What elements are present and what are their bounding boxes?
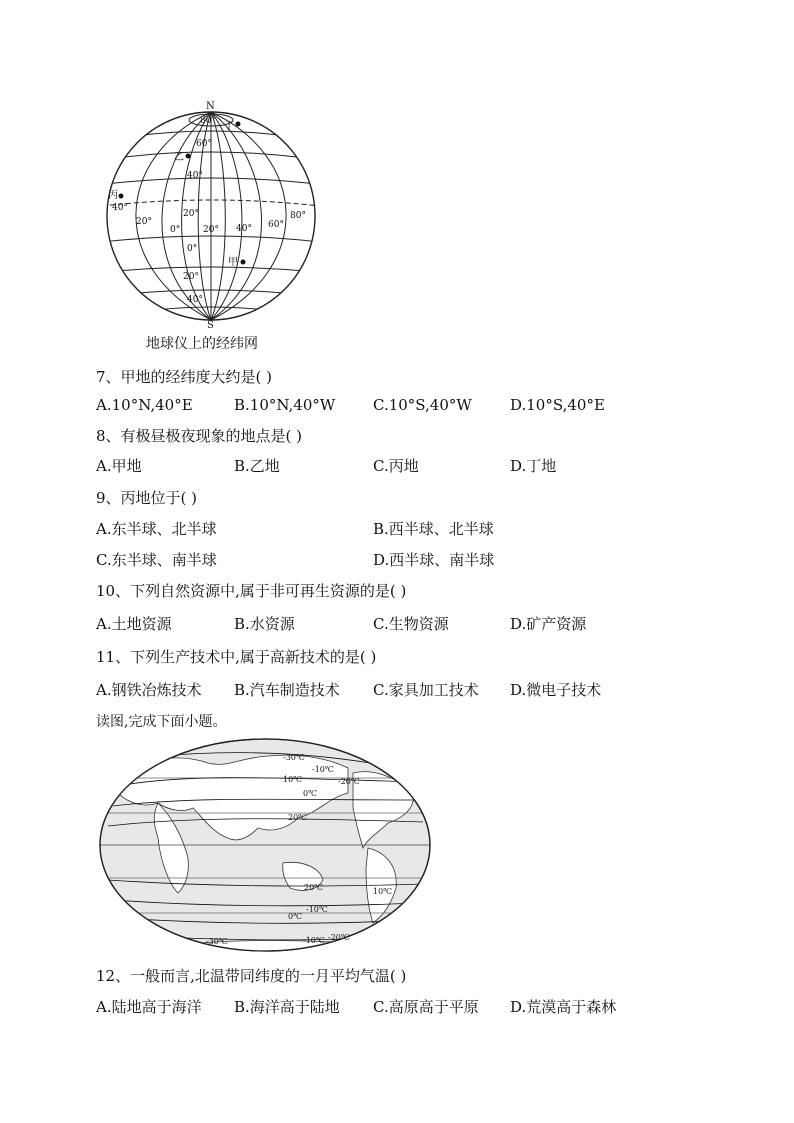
isotherm-label: 20℃	[304, 883, 324, 892]
lon-label: 40°	[236, 224, 252, 234]
lat-label: 80°	[200, 116, 216, 126]
isotherm-label: -10℃	[312, 765, 334, 774]
q7-option-b[interactable]: B.10°N,40°W	[234, 396, 336, 414]
pole-n-label: N	[206, 101, 215, 112]
q7-option-a[interactable]: A.10°N,40°E	[96, 396, 193, 414]
isotherm-label: -20℃	[338, 777, 360, 786]
isotherm-label: 0℃	[288, 912, 303, 921]
lat-label: 40°	[187, 171, 203, 181]
isotherm-label: 20℃	[288, 813, 308, 822]
q12-option-d[interactable]: D.荒漠高于森林	[510, 998, 617, 1016]
q10-option-d[interactable]: D.矿产资源	[510, 615, 587, 633]
isotherm-label: 0℃	[303, 789, 318, 798]
q11-option-d[interactable]: D.微电子技术	[510, 681, 602, 699]
q11-option-a[interactable]: A.钢铁冶炼技术	[96, 681, 202, 699]
question-10-stem: 10、下列自然资源中,属于非可再生资源的是( )	[96, 582, 407, 600]
globe-figure	[96, 96, 326, 332]
point-bing-label: 丙	[108, 190, 118, 201]
isotherm-label: -30℃	[206, 937, 228, 946]
lon-label: 60°	[268, 220, 284, 230]
q12-option-a[interactable]: A.陆地高于海洋	[96, 998, 202, 1016]
isotherm-label: -10℃	[303, 936, 325, 945]
q12-option-b[interactable]: B.海洋高于陆地	[234, 998, 340, 1016]
pole-s-label: S	[207, 320, 214, 331]
question-8-stem: 8、有极昼极夜现象的地点是( )	[96, 427, 303, 445]
lon-label: 20°	[136, 217, 152, 227]
world-isotherm-map	[98, 738, 432, 953]
q8-option-c[interactable]: C.丙地	[373, 457, 419, 475]
q9-option-b[interactable]: B.西半球、北半球	[373, 520, 494, 538]
q9-option-d[interactable]: D.西半球、南半球	[373, 551, 495, 569]
lon-label: 40°	[112, 203, 128, 213]
q12-option-c[interactable]: C.高原高于平原	[373, 998, 479, 1016]
lat-label: 0°	[187, 244, 198, 254]
lat-label: 40°	[187, 295, 203, 305]
lat-label: 20°	[183, 209, 199, 219]
isotherm-label: -30℃	[283, 753, 305, 762]
q8-option-d[interactable]: D.丁地	[510, 457, 557, 475]
lon-label: 20°	[203, 225, 219, 235]
isotherm-label: 10℃	[283, 775, 303, 784]
question-12-stem: 12、一般而言,北温带同纬度的一月平均气温( )	[96, 967, 407, 985]
point-yi-label: 乙	[174, 152, 184, 163]
q7-option-c[interactable]: C.10°S,40°W	[373, 396, 472, 414]
lon-label: 80°	[290, 211, 306, 221]
question-11-stem: 11、下列生产技术中,属于高新技术的是( )	[96, 648, 377, 666]
q10-option-a[interactable]: A.土地资源	[96, 615, 172, 633]
isotherm-label: -20℃	[328, 933, 350, 942]
q10-option-c[interactable]: C.生物资源	[373, 615, 449, 633]
q7-option-d[interactable]: D.10°S,40°E	[510, 396, 605, 414]
point-jia-label: 甲	[228, 257, 238, 268]
point-ding-label: 丁	[224, 121, 234, 132]
q11-option-b[interactable]: B.汽车制造技术	[234, 681, 340, 699]
q8-option-a[interactable]: A.甲地	[96, 457, 142, 475]
question-9-stem: 9、丙地位于( )	[96, 489, 198, 507]
lat-label: 20°	[183, 272, 199, 282]
lon-label: 0°	[170, 225, 181, 235]
reading-instruction: 读图,完成下面小题。	[96, 714, 227, 730]
globe-caption: 地球仪上的经纬网	[146, 336, 258, 352]
isotherm-label: -10℃	[306, 905, 328, 914]
q8-option-b[interactable]: B.乙地	[234, 457, 280, 475]
isotherm-label: 10℃	[373, 887, 393, 896]
q9-option-c[interactable]: C.东半球、南半球	[96, 551, 217, 569]
lat-label: 60°	[196, 139, 212, 149]
q11-option-c[interactable]: C.家具加工技术	[373, 681, 479, 699]
q10-option-b[interactable]: B.水资源	[234, 615, 295, 633]
q9-option-a[interactable]: A.东半球、北半球	[96, 520, 217, 538]
question-7-stem: 7、甲地的经纬度大约是( )	[96, 368, 273, 386]
